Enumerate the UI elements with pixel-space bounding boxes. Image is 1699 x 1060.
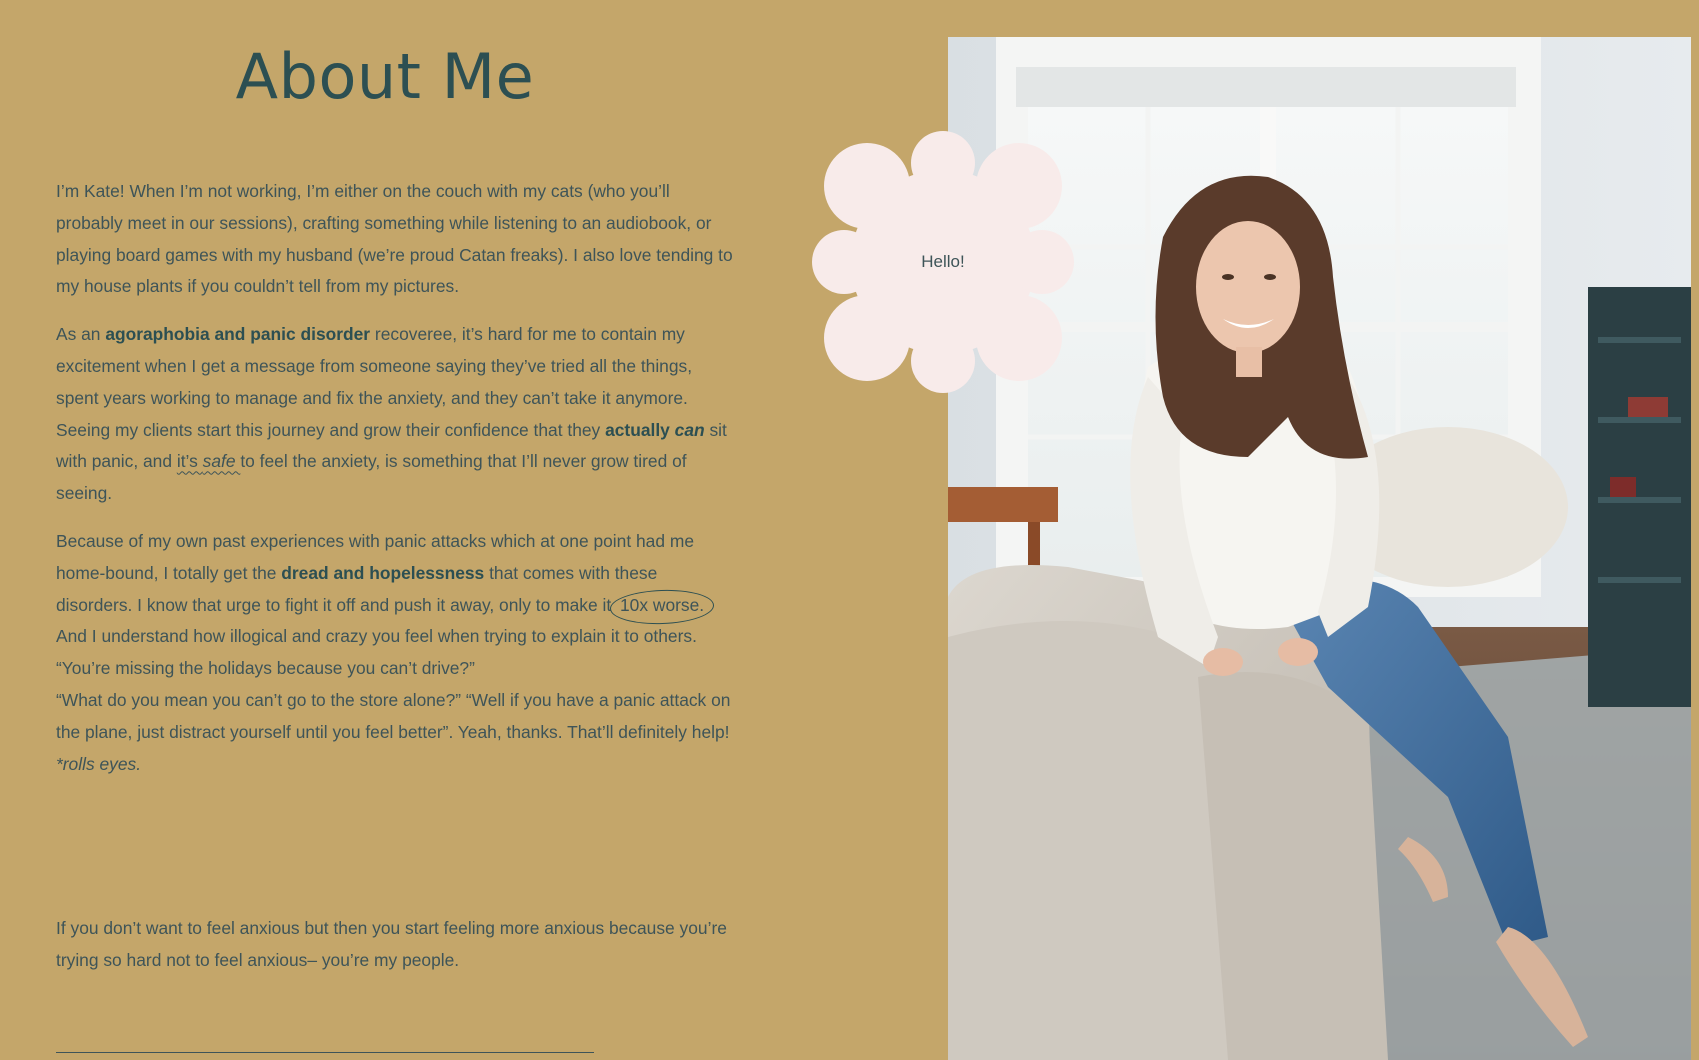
experience-emphasis: dread and hopelessness bbox=[281, 562, 485, 583]
closing-paragraph: If you don’t want to feel anxious but then you start feeling more anxious because you’re trying so hard not to feel anxious– you’re my people. bbox=[56, 918, 727, 970]
divider-line bbox=[56, 1052, 594, 1053]
experience-paragraph bbox=[56, 526, 736, 685]
aside-text: *rolls eyes. bbox=[56, 753, 142, 774]
recovery-can: can bbox=[674, 419, 705, 440]
quotes-paragraph bbox=[56, 685, 736, 749]
recovery-actually: actually bbox=[605, 419, 675, 440]
recovery-text-3: sit with panic, and bbox=[56, 419, 727, 472]
recovery-emphasis-actually bbox=[605, 420, 705, 440]
hello-text: Hello! bbox=[921, 252, 965, 271]
recovery-paragraph bbox=[56, 319, 736, 510]
recovery-text-4: to feel the anxiety, is something that I’ll never grow tired of seeing. bbox=[56, 451, 687, 504]
experience-text-3: And I understand how illogical and crazy you feel when trying to explain it to others. “You’re missing the holidays because you can’t drive?” bbox=[56, 626, 697, 679]
quotes-text: “What do you mean you can’t go to the store alone?” “Well if you have a panic attack on the plane, just distract yourself until you feel better”. Yeah, thanks. That’ll definitely help! bbox=[56, 689, 731, 742]
intro-text: I’m Kate! When I’m not working, I’m either on the couch with my cats (who you’ll probably meet in our sessions), crafting something while listening to an audiobook, or playing board games with my husband (we’re proud Catan freaks). I also love tending to my house plants if you couldn’t tell from my pictures. bbox=[56, 181, 733, 297]
aside-paragraph bbox=[56, 749, 736, 781]
recovery-emphasis-condition: agoraphobia and panic disorder bbox=[105, 324, 371, 345]
recovery-squiggle-safe: safe bbox=[202, 451, 241, 472]
recovery-text-2: recoveree, it’s hard for me to contain my excitement when I get a message from someone saying they’ve tried all the things, spent years working to manage and fix the anxiety, and they can’t take it anymore. Seeing my clients start this journey and grow their confidence that they bbox=[56, 324, 693, 440]
recovery-squiggle-underline bbox=[177, 451, 240, 471]
page-title: About Me bbox=[235, 40, 535, 113]
experience-text-2: that comes with these disorders. I know that urge to fight it off and push it away, only to make it bbox=[56, 562, 658, 615]
recovery-squiggle-its: it’s bbox=[176, 451, 203, 472]
about-copy bbox=[56, 176, 736, 796]
hello-badge bbox=[812, 131, 1074, 393]
recovery-text-1: As an bbox=[56, 324, 106, 345]
circled-phrase: 10x worse. bbox=[616, 590, 708, 622]
intro-paragraph bbox=[56, 176, 736, 303]
experience-text-1: Because of my own past experiences with panic attacks which at one point had me home-bound, I totally get the bbox=[56, 530, 695, 583]
